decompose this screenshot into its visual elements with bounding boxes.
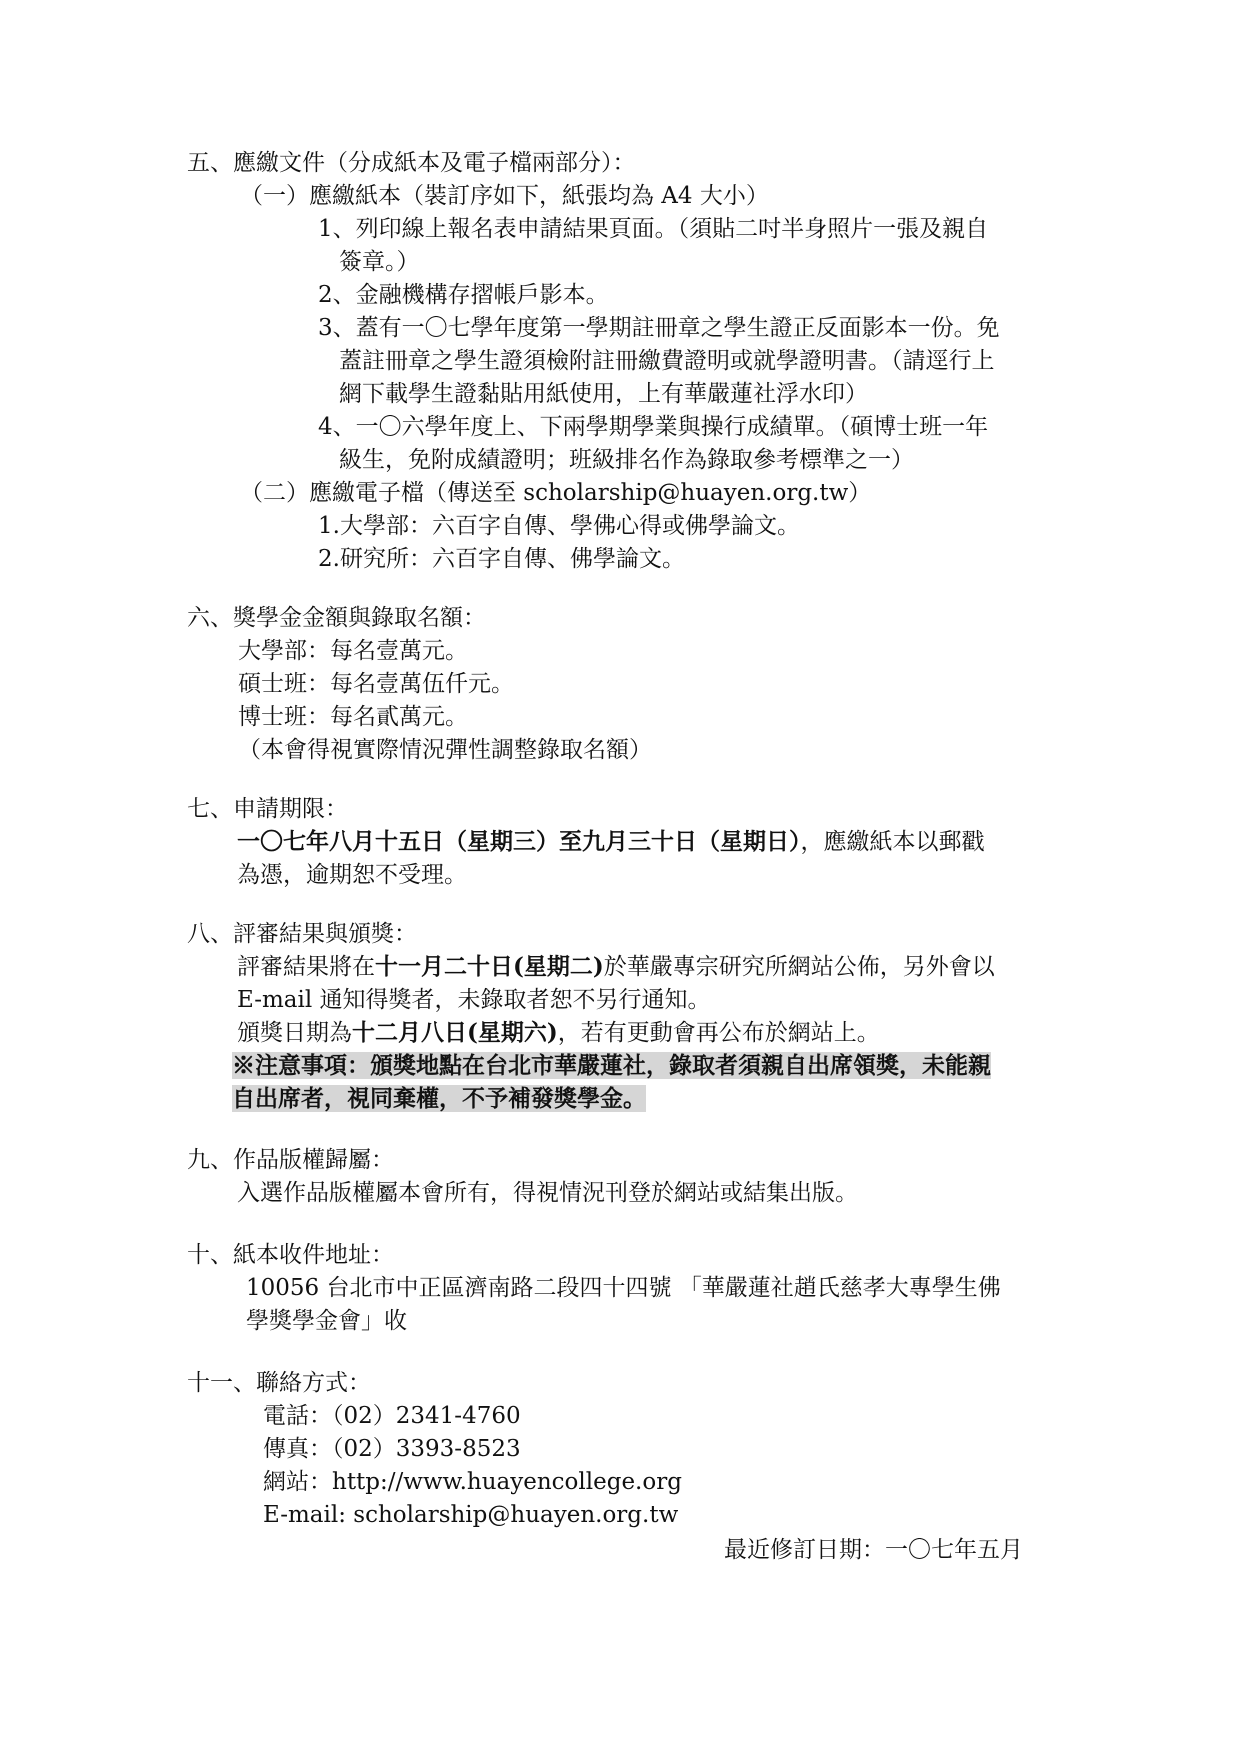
mailing-address-line-1: 10056 台北市中正區濟南路二段四十四號 「華嚴蓮社趙氏慈孝大專學生佛	[246, 1275, 1001, 1301]
notice-line-2	[232, 1084, 646, 1114]
paper-item-3-line-1: 3、蓋有一〇七學年度第一學期註冊章之學生證正反面影本一份。免	[318, 315, 1000, 341]
notice-highlight-2: 自出席者，視同棄權，不予補發獎學金。	[232, 1085, 646, 1112]
section-11-heading: 十一、聯絡方式：	[187, 1370, 371, 1396]
section-10-heading: 十、紙本收件地址：	[187, 1242, 394, 1268]
contact-website: 網站：http://www.huayencollege.org	[263, 1469, 682, 1495]
electronic-item-2: 2.研究所：六百字自傳、佛學論文。	[318, 546, 685, 572]
award-date: 十二月八日(星期六)	[352, 1019, 558, 1046]
section-9-heading: 九、作品版權歸屬：	[187, 1147, 394, 1173]
revision-date: 最近修訂日期：一〇七年五月	[724, 1537, 1023, 1563]
paper-item-4-line-1: 4、一〇六學年度上、下兩學期學業與操行成績單。（碩博士班一年	[318, 414, 989, 440]
section-6-heading: 六、獎學金金額與錄取名額：	[187, 605, 486, 631]
contact-phone: 電話：（02）2341-4760	[263, 1403, 521, 1429]
copyright-text: 入選作品版權屬本會所有，得視情況刊登於網站或結集出版。	[237, 1180, 858, 1206]
amount-undergraduate: 大學部：每名壹萬元。	[238, 638, 468, 664]
award-date-line	[237, 1018, 880, 1048]
application-period-dates: 一〇七年八月十五日（星期三）至九月三十日（星期日）	[237, 828, 801, 855]
section-5-electronic-heading: （二）應繳電子檔（傳送至 scholarship@huayen.org.tw）	[240, 480, 872, 506]
paper-item-2: 2、金融機構存摺帳戶影本。	[318, 282, 609, 308]
results-text-pre: 評審結果將在	[237, 954, 375, 980]
section-7-heading: 七、申請期限：	[187, 796, 348, 822]
results-text-post: 於華嚴專宗研究所網站公佈，另外會以	[603, 954, 995, 980]
amount-note: （本會得視實際情況彈性調整錄取名額）	[238, 737, 652, 763]
award-text-post: ，若有更動會再公布於網站上。	[557, 1020, 880, 1046]
paper-item-1-line-1: 1、列印線上報名表申請結果頁面。（須貼二吋半身照片一張及親自	[318, 216, 989, 242]
application-period-line-1	[237, 827, 985, 857]
contact-email: E-mail: scholarship@huayen.org.tw	[263, 1502, 679, 1528]
results-line-1	[237, 952, 995, 982]
contact-fax: 傳真：（02）3393-8523	[263, 1436, 521, 1462]
award-text-pre: 頒獎日期為	[237, 1020, 352, 1046]
section-5-heading: 五、應繳文件（分成紙本及電子檔兩部分）：	[187, 150, 636, 176]
section-8-heading: 八、評審結果與頒獎：	[187, 921, 417, 947]
amount-doctoral: 博士班：每名貳萬元。	[238, 704, 468, 730]
paper-item-4-line-2: 級生，免附成績證明；班級排名作為錄取參考標準之一）	[339, 447, 914, 473]
notice-line-1	[232, 1051, 991, 1081]
paper-item-3-line-2: 蓋註冊章之學生證須檢附註冊繳費證明或就學證明書。（請逕行上	[339, 348, 995, 374]
results-date: 十一月二十日(星期二)	[375, 953, 604, 980]
results-line-2: E-mail 通知得獎者，未錄取者恕不另行通知。	[237, 987, 711, 1013]
electronic-item-1: 1.大學部：六百字自傳、學佛心得或佛學論文。	[318, 513, 800, 539]
amount-masters: 碩士班：每名壹萬伍仟元。	[238, 671, 514, 697]
notice-highlight-1: ※注意事項：頒獎地點在台北市華嚴蓮社，錄取者須親自出席領獎，未能親	[232, 1052, 991, 1079]
paper-item-1-line-2: 簽章。）	[339, 249, 420, 275]
paper-item-3-line-3: 網下載學生證黏貼用紙使用，上有華嚴蓮社浮水印）	[339, 381, 868, 407]
mailing-address-line-2: 學獎學金會」收	[246, 1308, 407, 1334]
application-period-line-2: 為憑，逾期恕不受理。	[237, 862, 467, 888]
section-5-paper-heading: （一）應繳紙本（裝訂序如下，紙張均為 A4 大小）	[240, 183, 769, 209]
application-period-postmark: ，應繳紙本以郵戳	[800, 829, 985, 855]
